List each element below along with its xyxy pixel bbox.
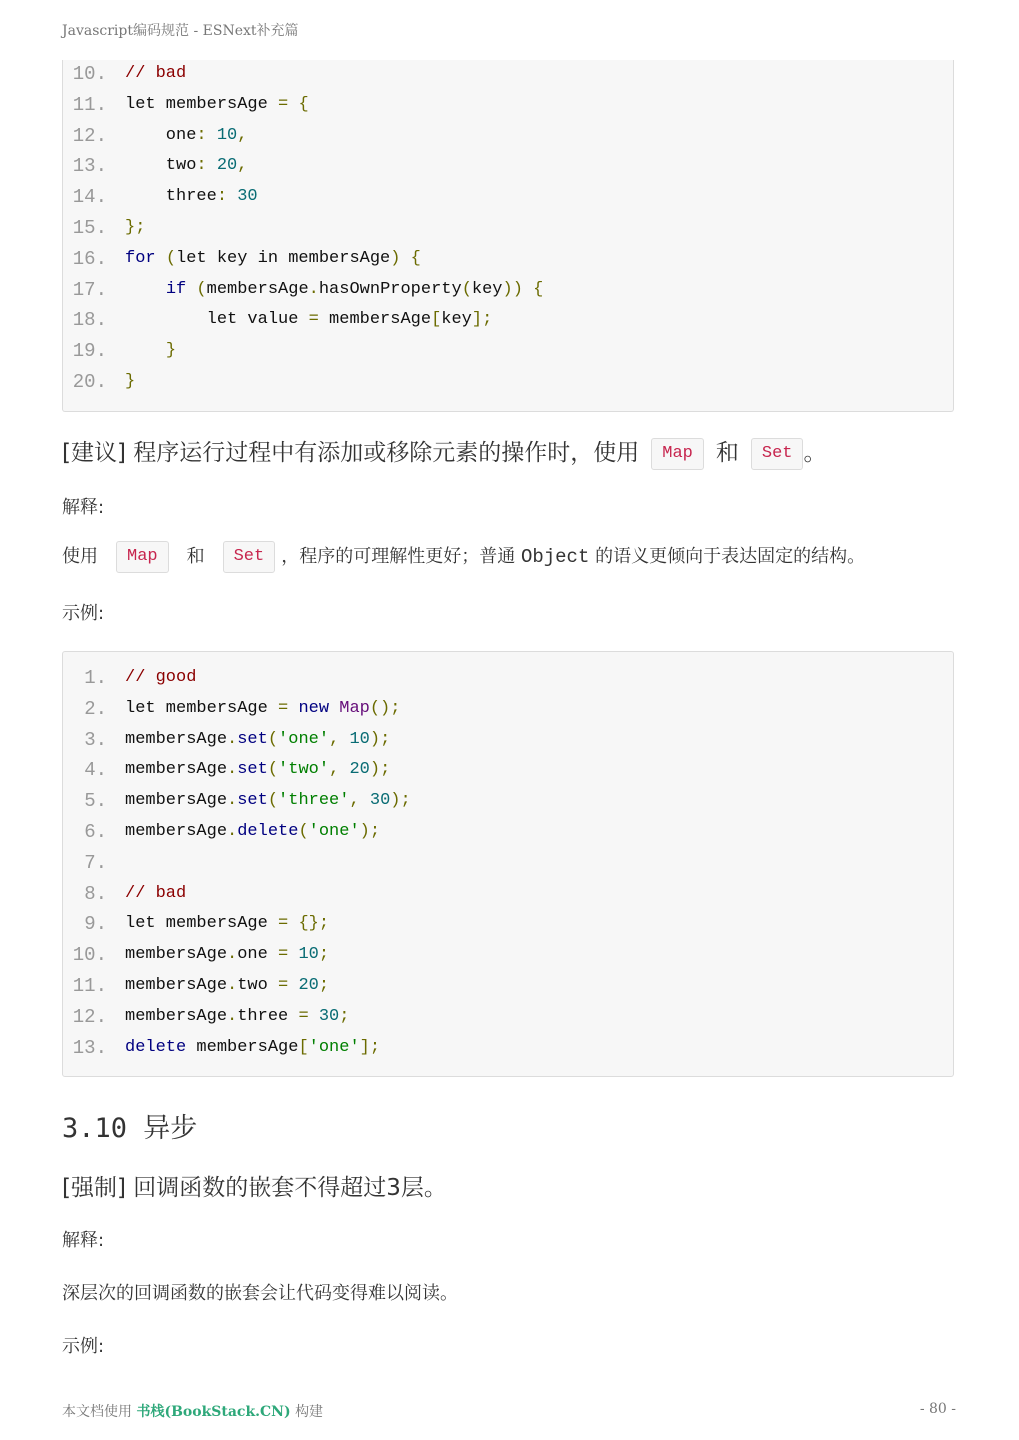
code-token: 20	[349, 760, 370, 780]
code-token: ];	[359, 1037, 381, 1057]
code-text	[125, 1002, 349, 1032]
code-token: .	[308, 279, 319, 299]
footer-prefix: 本文档使用	[62, 1404, 132, 1420]
example-label: 示例:	[62, 603, 105, 624]
inline-code-map: Map	[651, 438, 704, 470]
code-text	[125, 121, 247, 151]
inline-mono-object: Object	[520, 546, 590, 568]
code-token: // bad	[125, 64, 187, 83]
code-token	[400, 249, 410, 268]
code-token: =	[278, 94, 289, 114]
code-token: =	[278, 945, 289, 965]
code-token: );	[369, 760, 391, 780]
code-token: let value	[125, 310, 309, 330]
code-token: .	[227, 1006, 238, 1026]
code-token: ,	[237, 125, 248, 145]
code-token: ))	[502, 279, 523, 299]
code-token: membersAge	[318, 310, 432, 330]
code-token: Map	[339, 698, 370, 718]
line-number: 6.	[84, 821, 107, 843]
line-number: 3.	[84, 728, 107, 751]
code-text	[125, 90, 309, 120]
line-number: 12.	[72, 1005, 107, 1028]
code-token: new	[298, 698, 330, 718]
code-token: .	[227, 822, 238, 841]
code-line	[63, 59, 953, 89]
code-text	[125, 755, 390, 785]
code-token: 'one'	[308, 1037, 360, 1057]
code-line	[63, 90, 953, 120]
page-number: - 80 -	[919, 1401, 956, 1417]
code-token: =	[308, 310, 319, 330]
code-token: delete	[237, 822, 299, 841]
code-token	[125, 341, 166, 360]
rule-period: 。	[803, 440, 827, 466]
rule-heading-callback: [强制] 回调函数的嵌套不得超过3层。	[62, 1175, 447, 1201]
code-token: }	[125, 372, 136, 391]
code-text	[125, 182, 258, 212]
rule-heading-map-set	[62, 434, 826, 470]
code-token: set	[237, 760, 268, 780]
code-token	[288, 95, 298, 114]
code-text	[125, 367, 135, 397]
line-number: 16.	[72, 247, 107, 270]
code-text	[125, 151, 247, 181]
code-token: ;	[318, 976, 330, 995]
code-token: ,	[329, 760, 340, 780]
explain-text: 的语义更倾向于表达固定的结构。	[595, 546, 866, 567]
code-token: };	[125, 218, 146, 237]
code-token	[227, 187, 237, 206]
explain-label: 解释:	[62, 497, 105, 518]
code-token: (	[298, 822, 309, 841]
code-token: three	[237, 1006, 299, 1026]
code-line	[63, 151, 953, 181]
line-number: 2.	[84, 697, 107, 720]
code-token: hasOwnProperty	[318, 279, 462, 299]
explain-joiner: 和	[186, 546, 205, 567]
section-title: 异步	[143, 1113, 198, 1144]
explain-text: ，程序的可理解性更好；普通	[281, 546, 516, 567]
line-number: 4.	[84, 759, 107, 782]
code-token: );	[369, 729, 391, 749]
code-line	[63, 367, 953, 397]
code-line	[63, 275, 953, 305]
code-token: .	[227, 976, 238, 995]
code-token: membersAge	[125, 760, 228, 780]
line-number: 1.	[84, 667, 107, 689]
code-token: two	[125, 156, 197, 176]
code-token	[207, 126, 217, 145]
code-line	[63, 817, 953, 847]
code-token: ];	[471, 310, 493, 330]
code-token: =	[278, 698, 289, 718]
code-token: :	[196, 125, 207, 145]
code-token: .	[227, 729, 238, 749]
code-token: 30	[318, 1006, 340, 1026]
line-number: 8.	[84, 882, 107, 905]
code-token: two	[237, 976, 279, 995]
footer-suffix: 构建	[295, 1404, 324, 1420]
inline-code-set: Set	[223, 541, 276, 573]
code-token: (	[461, 279, 472, 299]
code-token	[339, 730, 349, 749]
line-number: 12.	[72, 124, 107, 147]
code-token: one	[125, 125, 197, 145]
code-line	[63, 336, 953, 366]
code-token: :	[216, 187, 228, 207]
code-line	[63, 848, 953, 878]
code-token: {	[533, 279, 544, 299]
code-token: ;	[318, 945, 330, 965]
code-token: three	[125, 187, 217, 207]
code-block-bad-object	[62, 60, 954, 412]
code-token: {};	[298, 914, 330, 934]
code-token: if	[165, 279, 187, 299]
code-text	[125, 275, 543, 305]
code-token: ();	[369, 698, 401, 718]
code-line	[63, 755, 953, 785]
code-token	[288, 699, 298, 718]
line-number: 10.	[72, 944, 107, 967]
code-token	[288, 914, 298, 933]
footer	[62, 1401, 323, 1421]
code-token: (	[267, 760, 279, 780]
code-token: membersAge	[125, 945, 228, 965]
code-line	[63, 213, 953, 243]
code-token: membersAge	[125, 729, 228, 749]
code-token: for	[125, 248, 156, 268]
code-token: membersAge	[125, 976, 228, 995]
code-line	[63, 121, 953, 151]
code-token: // bad	[125, 883, 187, 903]
code-token: );	[390, 791, 411, 811]
code-token: membersAge	[125, 1006, 228, 1026]
code-token: membersAge	[186, 1037, 299, 1057]
code-text	[125, 663, 196, 693]
code-line	[63, 879, 953, 909]
code-token: .	[227, 945, 238, 965]
code-text	[125, 725, 390, 755]
code-token: =	[298, 1006, 309, 1026]
code-text	[125, 336, 176, 366]
code-line	[63, 305, 953, 335]
code-text	[125, 786, 411, 816]
code-token: ;	[339, 1006, 350, 1026]
code-token	[339, 760, 349, 779]
code-line	[63, 940, 953, 970]
code-line	[63, 971, 953, 1001]
code-token: ,	[329, 729, 340, 749]
code-token: (	[267, 729, 279, 749]
code-token: key	[471, 279, 503, 299]
code-token: =	[278, 914, 289, 934]
code-token	[288, 945, 298, 964]
line-number: 5.	[84, 790, 107, 813]
code-token: 20	[298, 976, 319, 995]
example-label: 示例:	[62, 1336, 105, 1357]
code-token: 10	[349, 729, 370, 749]
rule-joiner: 和	[715, 440, 739, 466]
code-token	[309, 1007, 319, 1026]
code-token: 30	[237, 187, 258, 207]
code-token: 10	[216, 125, 238, 145]
code-token: // good	[125, 668, 197, 687]
line-number: 13.	[72, 1036, 107, 1059]
line-number: 9.	[84, 913, 107, 936]
line-number: 20.	[72, 371, 107, 393]
code-token: ,	[349, 791, 360, 811]
code-text	[125, 909, 329, 939]
code-token	[207, 156, 217, 175]
code-token: let membersAge	[125, 698, 279, 718]
line-number: 14.	[72, 186, 107, 209]
code-token: 'two'	[278, 760, 330, 780]
line-number: 7.	[84, 851, 107, 874]
code-text	[125, 971, 329, 1001]
inline-code-map: Map	[116, 541, 169, 573]
code-text	[125, 940, 329, 970]
line-number: 17.	[72, 278, 107, 301]
section-number: 3.10	[62, 1113, 128, 1144]
line-number: 18.	[72, 309, 107, 332]
inline-code-set: Set	[751, 438, 804, 470]
code-token: 'one'	[308, 822, 360, 841]
line-number: 13.	[72, 155, 107, 178]
code-token: membersAge	[206, 279, 309, 299]
code-text	[125, 213, 145, 243]
code-token: membersAge	[125, 791, 228, 811]
code-line	[63, 1033, 953, 1063]
code-line	[63, 244, 953, 274]
code-token	[360, 791, 370, 810]
code-token: (	[267, 791, 279, 811]
code-text	[125, 244, 421, 274]
code-token: (	[165, 248, 177, 268]
code-token: membersAge	[125, 822, 228, 841]
code-text	[125, 1033, 380, 1063]
code-text	[125, 305, 492, 335]
explain-paragraph	[62, 541, 865, 573]
code-line	[63, 663, 953, 693]
code-token: set	[237, 791, 268, 811]
code-line	[63, 182, 953, 212]
code-token	[329, 699, 339, 718]
code-text	[125, 817, 380, 847]
code-token: :	[196, 156, 207, 176]
code-token	[288, 976, 298, 995]
code-token: .	[227, 791, 238, 811]
code-text	[125, 59, 186, 89]
code-token: {	[298, 94, 309, 114]
footer-brand-link[interactable]: 书栈(BookStack.CN)	[136, 1404, 291, 1420]
line-number: 11.	[72, 93, 107, 116]
line-number: 10.	[72, 63, 107, 85]
code-token: let key in membersAge	[176, 248, 391, 268]
code-block-map-example	[62, 651, 954, 1077]
code-token: (	[196, 279, 207, 299]
code-token	[186, 280, 196, 299]
code-token: 20	[216, 156, 238, 176]
running-header: Javascript编码规范 - ESNext补充篇	[62, 23, 299, 39]
explain-text: 使用	[62, 546, 98, 567]
code-token: ,	[237, 156, 248, 176]
code-token: let membersAge	[125, 914, 279, 934]
code-token: 'three'	[278, 791, 350, 811]
explain-label: 解释:	[62, 1230, 105, 1251]
code-token: key	[441, 310, 472, 330]
code-token: let membersAge	[125, 94, 279, 114]
code-token: )	[390, 248, 401, 268]
code-token: .	[227, 760, 238, 780]
code-token: {	[410, 248, 421, 268]
code-token: );	[359, 822, 381, 841]
code-token: one	[237, 945, 279, 965]
code-token	[125, 280, 166, 299]
code-token: [	[431, 310, 442, 330]
code-text	[125, 694, 400, 724]
code-token	[156, 249, 166, 268]
code-line	[63, 694, 953, 724]
rule-text: [建议] 程序运行过程中有添加或移除元素的操作时，使用	[62, 440, 640, 466]
code-token: set	[237, 729, 268, 749]
code-line	[63, 725, 953, 755]
line-number: 19.	[72, 340, 107, 363]
code-line	[63, 909, 953, 939]
code-line	[63, 786, 953, 816]
explain-paragraph: 深层次的回调函数的嵌套会让代码变得难以阅读。	[62, 1283, 458, 1304]
code-token: 30	[369, 791, 391, 811]
line-number: 11.	[72, 975, 107, 997]
code-line	[63, 1002, 953, 1032]
section-heading	[62, 1106, 197, 1145]
code-token: delete	[125, 1037, 187, 1057]
code-token: =	[278, 976, 289, 995]
code-token: [	[298, 1037, 309, 1057]
line-number: 15.	[72, 217, 107, 239]
code-text	[125, 879, 186, 909]
code-token: 10	[298, 945, 319, 965]
code-token	[523, 280, 533, 299]
code-token: 'one'	[278, 729, 330, 749]
code-token: }	[165, 341, 177, 361]
